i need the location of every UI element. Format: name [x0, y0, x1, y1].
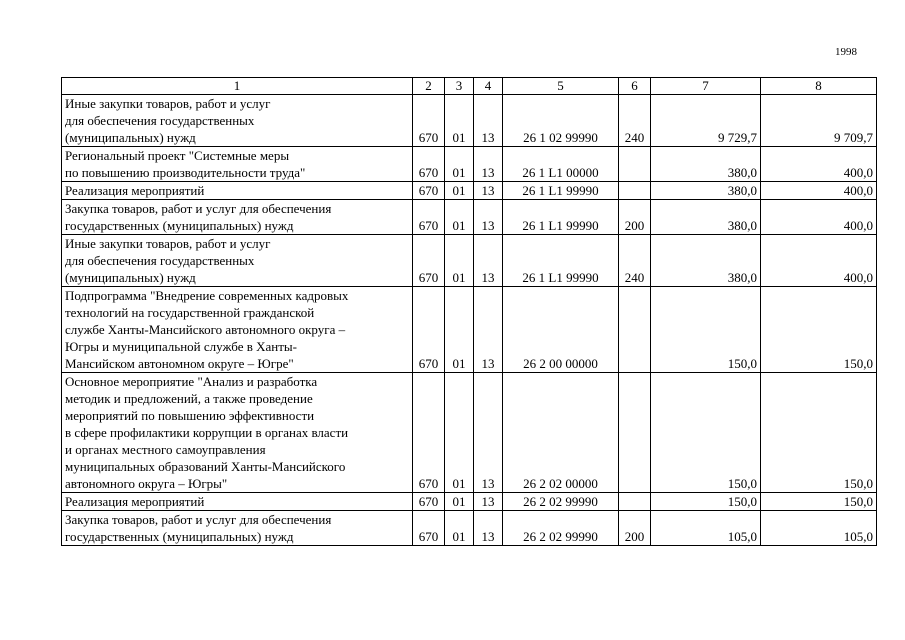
target-article-cell: 26 1 02 99990 [503, 95, 619, 147]
admin-code-cell: 670 [413, 235, 445, 287]
section-cell: 01 [445, 287, 474, 373]
amount-col8-cell: 400,0 [761, 235, 877, 287]
subsection-cell: 13 [474, 95, 503, 147]
expense-type-cell [619, 287, 651, 373]
amount-col7-cell: 380,0 [651, 182, 761, 200]
amount-col7-cell: 150,0 [651, 493, 761, 511]
amount-col7-cell: 9 729,7 [651, 95, 761, 147]
target-article-cell: 26 2 02 99990 [503, 493, 619, 511]
row-name-cell: Региональный проект "Системные меры по повышению производительности труда" [62, 147, 413, 182]
table-body [62, 95, 877, 546]
amount-col8-cell: 150,0 [761, 373, 877, 493]
subsection-cell: 13 [474, 182, 503, 200]
subsection-cell: 13 [474, 373, 503, 493]
row-name-cell: Основное мероприятие "Анализ и разработка методик и предложений, а также проведение мероприятий по повышению эффективности в сфере профилактики коррупции в органах власти и органах местного самоуправления муниципальных образований Ханты-Мансийского автономного округа – Югры" [62, 373, 413, 493]
amount-col8-cell: 150,0 [761, 287, 877, 373]
header-row [62, 78, 877, 95]
column-header-5: 5 [503, 78, 619, 95]
column-header-8: 8 [761, 78, 877, 95]
subsection-cell: 13 [474, 511, 503, 546]
expense-type-cell: 200 [619, 200, 651, 235]
table-row [62, 182, 877, 200]
amount-col8-cell: 9 709,7 [761, 95, 877, 147]
table-row [62, 287, 877, 373]
table-row [62, 493, 877, 511]
section-cell: 01 [445, 511, 474, 546]
expense-type-cell: 240 [619, 95, 651, 147]
column-header-6: 6 [619, 78, 651, 95]
section-cell: 01 [445, 182, 474, 200]
row-name-cell: Реализация мероприятий [62, 182, 413, 200]
section-cell: 01 [445, 235, 474, 287]
subsection-cell: 13 [474, 493, 503, 511]
table-row [62, 373, 877, 493]
amount-col7-cell: 150,0 [651, 373, 761, 493]
section-cell: 01 [445, 493, 474, 511]
column-header-4: 4 [474, 78, 503, 95]
row-name-cell: Подпрограмма "Внедрение современных кадровых технологий на государственной гражданской службе Ханты-Мансийского автономного округа – Югры и муниципальной службе в Ханты- Мансийском автономном округе – Югре" [62, 287, 413, 373]
amount-col8-cell: 400,0 [761, 200, 877, 235]
column-header-2: 2 [413, 78, 445, 95]
admin-code-cell: 670 [413, 493, 445, 511]
table-row [62, 200, 877, 235]
section-cell: 01 [445, 373, 474, 493]
amount-col8-cell: 400,0 [761, 147, 877, 182]
expense-type-cell [619, 182, 651, 200]
admin-code-cell: 670 [413, 200, 445, 235]
target-article-cell: 26 2 02 99990 [503, 511, 619, 546]
page-number: 1998 [835, 46, 857, 58]
admin-code-cell: 670 [413, 147, 445, 182]
admin-code-cell: 670 [413, 373, 445, 493]
target-article-cell: 26 2 02 00000 [503, 373, 619, 493]
row-name-cell: Закупка товаров, работ и услуг для обеспечения государственных (муниципальных) нужд [62, 200, 413, 235]
column-header-3: 3 [445, 78, 474, 95]
amount-col8-cell: 150,0 [761, 493, 877, 511]
table-row [62, 235, 877, 287]
amount-col7-cell: 150,0 [651, 287, 761, 373]
admin-code-cell: 670 [413, 511, 445, 546]
amount-col8-cell: 400,0 [761, 182, 877, 200]
column-header-1: 1 [62, 78, 413, 95]
budget-table [61, 77, 877, 546]
subsection-cell: 13 [474, 200, 503, 235]
target-article-cell: 26 2 00 00000 [503, 287, 619, 373]
admin-code-cell: 670 [413, 287, 445, 373]
section-cell: 01 [445, 147, 474, 182]
expense-type-cell [619, 493, 651, 511]
subsection-cell: 13 [474, 287, 503, 373]
subsection-cell: 13 [474, 147, 503, 182]
amount-col8-cell: 105,0 [761, 511, 877, 546]
section-cell: 01 [445, 200, 474, 235]
column-header-7: 7 [651, 78, 761, 95]
target-article-cell: 26 1 L1 99990 [503, 235, 619, 287]
amount-col7-cell: 105,0 [651, 511, 761, 546]
expense-type-cell [619, 147, 651, 182]
admin-code-cell: 670 [413, 182, 445, 200]
table-row [62, 95, 877, 147]
amount-col7-cell: 380,0 [651, 200, 761, 235]
amount-col7-cell: 380,0 [651, 235, 761, 287]
row-name-cell: Иные закупки товаров, работ и услуг для обеспечения государственных (муниципальных) нужд [62, 95, 413, 147]
row-name-cell: Реализация мероприятий [62, 493, 413, 511]
target-article-cell: 26 1 L1 99990 [503, 182, 619, 200]
admin-code-cell: 670 [413, 95, 445, 147]
row-name-cell: Иные закупки товаров, работ и услуг для обеспечения государственных (муниципальных) нужд [62, 235, 413, 287]
expense-type-cell [619, 373, 651, 493]
table-row [62, 147, 877, 182]
target-article-cell: 26 1 L1 00000 [503, 147, 619, 182]
table-row [62, 511, 877, 546]
target-article-cell: 26 1 L1 99990 [503, 200, 619, 235]
section-cell: 01 [445, 95, 474, 147]
row-name-cell: Закупка товаров, работ и услуг для обеспечения государственных (муниципальных) нужд [62, 511, 413, 546]
subsection-cell: 13 [474, 235, 503, 287]
expense-type-cell: 240 [619, 235, 651, 287]
amount-col7-cell: 380,0 [651, 147, 761, 182]
expense-type-cell: 200 [619, 511, 651, 546]
